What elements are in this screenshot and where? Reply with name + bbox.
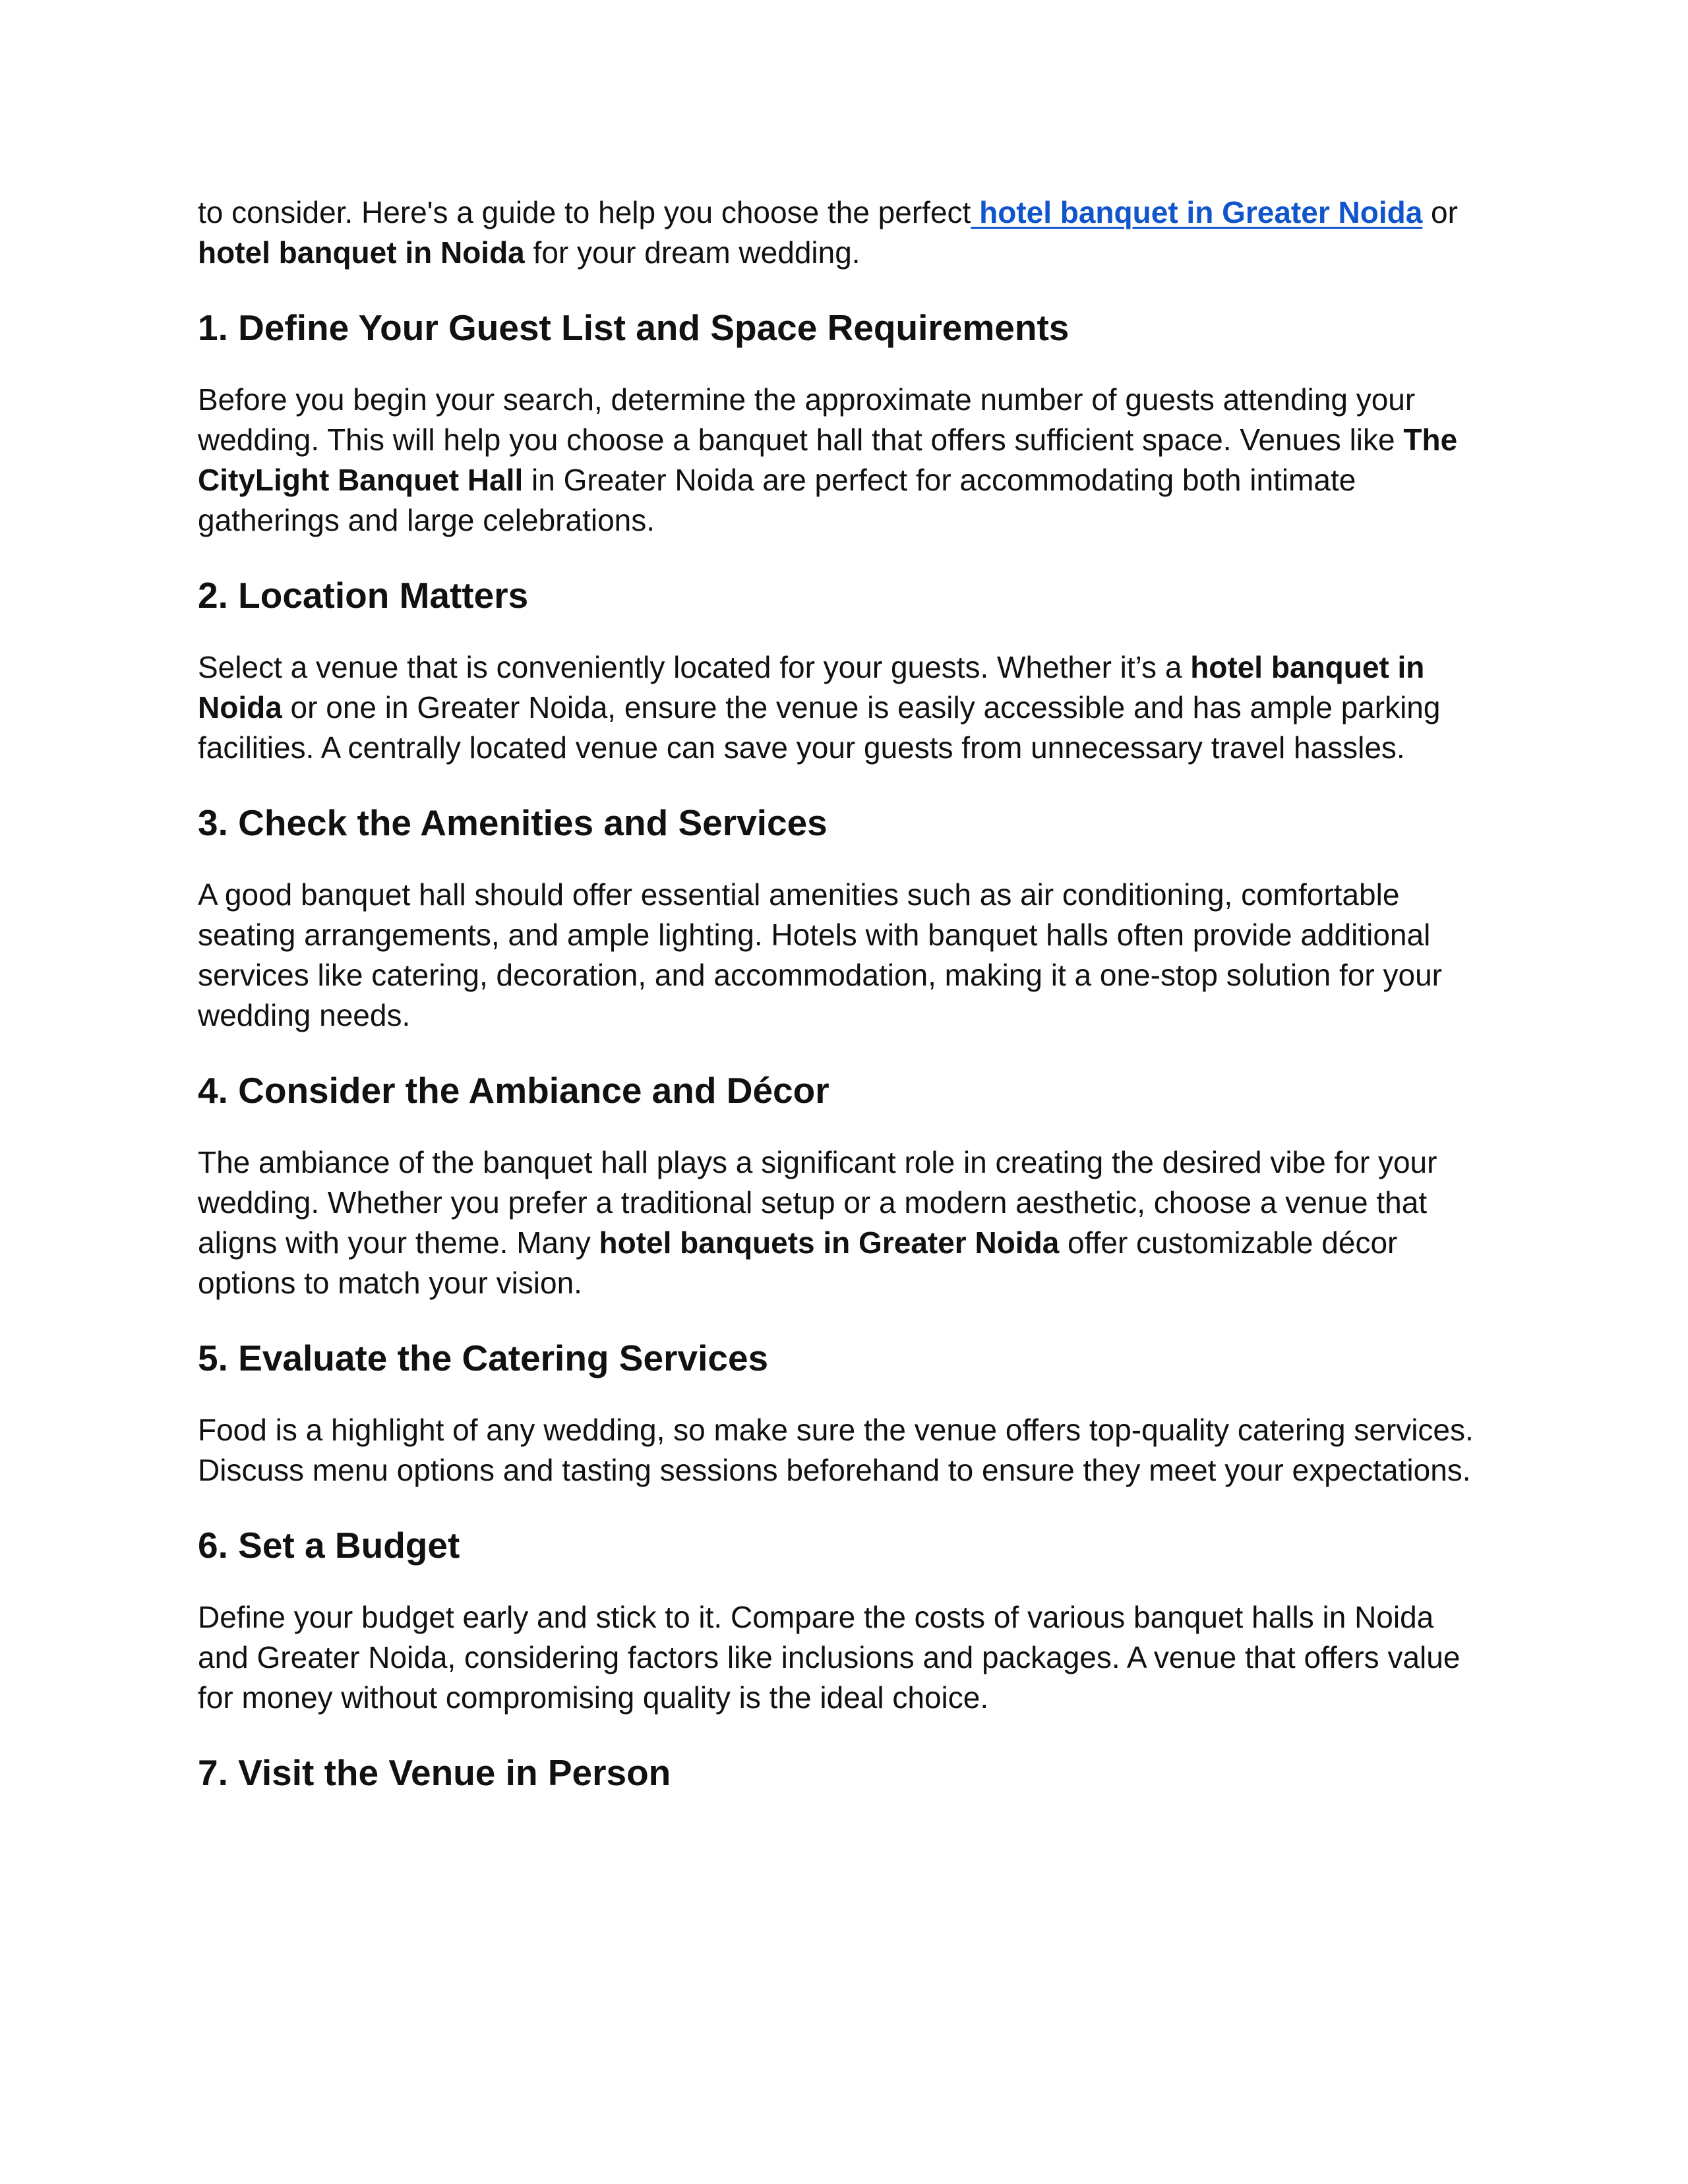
section-6-heading: 6. Set a Budget — [198, 1525, 460, 1566]
section-5-paragraph — [198, 1410, 1490, 1490]
section-6-paragraph — [198, 1597, 1490, 1718]
section-2-heading: 2. Location Matters — [198, 575, 529, 616]
section-4-heading: 4. Consider the Ambiance and Décor — [198, 1070, 829, 1111]
section-6-text-1: Define your budget early and stick to it. Compare the costs of various banquet halls in Noida and Greater Noida, considering factors like inclusions and packages. A venue that offers value for money without compromising quality is the ideal choice. — [198, 1600, 1461, 1715]
document-body — [198, 192, 1490, 1796]
intro-bold-text: hotel banquet in Noida — [198, 235, 525, 270]
section-4-text-2: offer customizable décor options to match your vision. — [198, 1225, 1398, 1300]
intro-text-2: or — [1422, 195, 1458, 229]
section-2-paragraph — [198, 647, 1490, 768]
section-3-text-1: A good banquet hall should offer essential amenities such as air conditioning, comfortable seating arrangements, and ample lighting. Hotels with banquet halls often provide additional services like catering, decoration, and accommodation, making it a one-stop solution for your wedding needs. — [198, 877, 1442, 1032]
intro-paragraph — [198, 192, 1490, 273]
section-1-paragraph — [198, 380, 1490, 541]
section-1-heading: 1. Define Your Guest List and Space Requirements — [198, 307, 1070, 348]
intro-text-1: to consider. Here's a guide to help you choose the perfect — [198, 195, 971, 229]
section-2-bold-text: hotel banquet in Noida — [198, 650, 1425, 724]
section-3-heading: 3. Check the Amenities and Services — [198, 802, 828, 843]
section-1-bold-text: The CityLight Banquet Hall — [198, 423, 1458, 497]
section-4-bold-text: hotel banquets in Greater Noida — [599, 1225, 1060, 1260]
section-5-text-1: Food is a highlight of any wedding, so make sure the venue offers top-quality catering services. Discuss menu options and tasting sessions beforehand to ensure they meet your expectations. — [198, 1413, 1474, 1487]
hotel-banquet-greater-noida-link[interactable]: hotel banquet in Greater Noida — [971, 195, 1423, 229]
section-1-text-1: Before you begin your search, determine the approximate number of guests attending your wedding. This will help you choose a banquet hall that offers sufficient space. Venues like — [198, 382, 1416, 457]
section-3-paragraph — [198, 875, 1490, 1036]
section-7-heading: 7. Visit the Venue in Person — [198, 1752, 671, 1793]
section-2-text-2: or one in Greater Noida, ensure the venue is easily accessible and has ample parking facilities. A centrally located venue can save your guests from unnecessary travel hassles. — [198, 690, 1441, 765]
section-4-paragraph — [198, 1142, 1490, 1303]
intro-text-3: for your dream wedding. — [524, 235, 860, 270]
section-1-text-2: in Greater Noida are perfect for accommodating both intimate gatherings and large celebrations. — [198, 463, 1356, 537]
section-5-heading: 5. Evaluate the Catering Services — [198, 1338, 769, 1378]
section-2-text-1: Select a venue that is conveniently located for your guests. Whether it’s a — [198, 650, 1191, 684]
section-4-text-1: The ambiance of the banquet hall plays a significant role in creating the desired vibe for your wedding. Whether you prefer a traditional setup or a modern aesthetic, choose a venue that aligns with your theme. Many — [198, 1145, 1437, 1260]
